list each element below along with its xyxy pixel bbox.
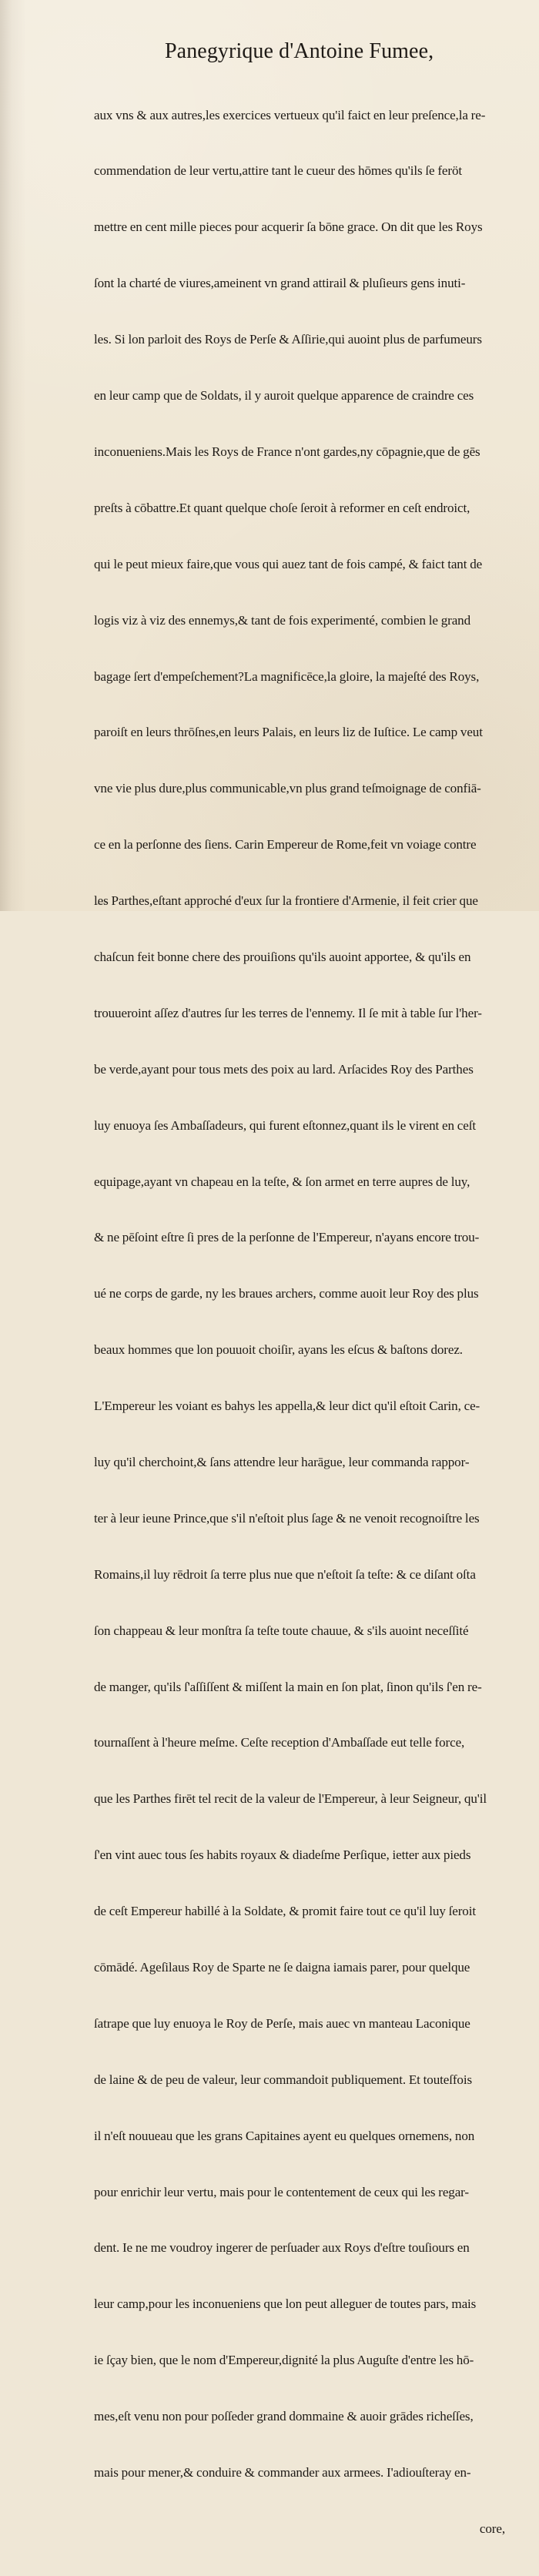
body-line-36: de laine & de peu de valeur, leur commandoit publiquement. Et touteſfois bbox=[94, 2072, 473, 2087]
body-line-43: mais pour mener,& conduire & commander aux armees. I'adiouſteray en- bbox=[94, 2465, 471, 2480]
body-line-35: ſatrape que luy enuoya le Roy de Perſe, mais auec vn manteau Laconique bbox=[94, 2015, 470, 2031]
body-line-11: bagage ſert d'empeſchement?La magnificēce,la gloire, la majeſté des Roys, bbox=[94, 668, 480, 684]
body-line-17: trouueroint aſſez d'autres ſur les terres de l'ennemy. Il ſe mit à table ſur l'her- bbox=[94, 1005, 482, 1020]
body-line-22: ué ne corps de garde, ny les braues archers, comme auoit leur Roy des plus bbox=[94, 1286, 479, 1301]
catchword: core, bbox=[479, 2521, 505, 2536]
body-line-21: & ne pēſoint eſtre ſi pres de la perſonne de l'Empereur, n'ayans encore trou- bbox=[94, 1230, 480, 1245]
body-line-5: les. Si lon parloit des Roys de Perſe & Aſſirie,qui auoint plus de parfumeurs bbox=[94, 332, 482, 347]
body-line-32: ſ'en vint auec tous ſes habits royaux & diadeſme Perſique, ietter aux pieds bbox=[94, 1847, 471, 1863]
body-line-13: vne vie plus dure,plus communicable,vn plus grand teſmoignage de confiā- bbox=[94, 781, 481, 796]
body-line-1: aux vns & aux autres,les exercices vertueux qu'il faict en leur preſence,la re- bbox=[94, 107, 486, 122]
body-line-19: luy enuoya ſes Ambaſſadeurs, qui furent eſtonnez,quant ils le virent en ceſt bbox=[94, 1117, 476, 1133]
body-line-29: de manger, qu'ils ſ'aſſiſſent & miſſent la main en ſon plat, ſinon qu'ils ſ'en re- bbox=[94, 1679, 482, 1694]
body-line-9: qui le peut mieux faire,que vous qui auez tant de fois campé, & faict tant de bbox=[94, 556, 483, 571]
body-line-14: ce en la perſonne des ſiens. Carin Empereur de Rome,feit vn voiage contre bbox=[94, 837, 477, 853]
body-line-23: beaux hommes que lon pouuoit choiſir, ayans les eſcus & baſtons dorez. bbox=[94, 1342, 463, 1358]
body-line-42: mes,eſt venu non pour poſſeder grand dommaine & auoir grādes richeſſes, bbox=[94, 2409, 474, 2424]
body-line-2: commendation de leur vertu,attire tant le cueur des hōmes qu'ils ſe feröt bbox=[94, 163, 463, 179]
body-line-38: pour enrichir leur vertu, mais pour le contentement de ceux qui les regar- bbox=[94, 2184, 469, 2199]
body-line-30: tournaſſent à l'heure meſme. Ceſte reception d'Ambaſſade eut telle force, bbox=[94, 1735, 465, 1750]
body-line-37: il n'eſt nouueau que les grans Capitaines ayent eu quelques ornemens, non bbox=[94, 2128, 475, 2143]
body-line-34: cōmādé. Ageſilaus Roy de Sparte ne ſe daigna iamais parer, pour quelque bbox=[94, 1959, 470, 1975]
body-line-16: chaſcun feit bonne chere des prouiſions qu'ils auoint apportee, & qu'ils en bbox=[94, 949, 471, 964]
body-line-6: en leur camp que de Soldats, il y auroit quelque apparence de craindre ces bbox=[94, 388, 474, 404]
body-line-26: ter à leur ieune Prince,que s'il n'eſtoit plus ſage & ne venoit recognoiſtre les bbox=[94, 1510, 480, 1526]
body-line-8: preſts à cōbattre.Et quant quelque choſe ſeroit à reformer en ceſt endroict, bbox=[94, 500, 470, 515]
body-line-4: ſont la charté de viures,ameinent vn grand attirail & pluſieurs gens inuti- bbox=[94, 276, 466, 291]
body-line-12: paroiſt en leurs thrōſnes,en leurs Palais, en leurs liz de Iuſtice. Le camp veut bbox=[94, 725, 483, 740]
running-title: Panegyrique d'Antoine Fumee, bbox=[165, 39, 434, 63]
body-line-31: que les Parthes firēt tel recit de la valeur de l'Empereur, à leur Seigneur, qu'il bbox=[94, 1791, 487, 1807]
body-line-33: de ceſt Empereur habillé à la Soldate, & promit faire tout ce qu'il luy ſeroit bbox=[94, 1904, 476, 1919]
body-text bbox=[94, 69, 505, 2576]
body-line-3: mettre en cent mille pieces pour acquerir ſa bōne grace. On dit que les Roys bbox=[94, 219, 483, 235]
body-line-7: inconueniens.Mais les Roys de France n'ont gardes,ny cōpagnie,que de gēs bbox=[94, 444, 480, 459]
page-gutter-shadow bbox=[0, 0, 26, 911]
body-line-28: ſon chappeau & leur monſtra ſa teſte toute chauue, & s'ils auoint neceſſité bbox=[94, 1623, 469, 1638]
body-line-10: logis viz à viz des ennemys,& tant de fois experimenté, combien le grand bbox=[94, 612, 471, 628]
body-line-24: L'Empereur les voiant es bahys les appella,& leur dict qu'il eſtoit Carin, ce- bbox=[94, 1399, 480, 1414]
body-line-18: be verde,ayant pour tous mets des poix au lard. Arſacides Roy des Parthes bbox=[94, 1061, 474, 1077]
body-line-39: dent. Ie ne me voudroy ingerer de perſuader aux Roys d'eſtre touſiours en bbox=[94, 2240, 470, 2256]
body-line-20: equipage,ayant vn chapeau en la teſte, & ſon armet en terre aupres de luy, bbox=[94, 1174, 470, 1189]
body-line-40: leur camp,pour les inconueniens que lon peut alleguer de toutes pars, mais bbox=[94, 2296, 477, 2312]
body-line-41: ie ſçay bien, que le nom d'Empereur,dignité la plus Auguſte d'entre les hō- bbox=[94, 2353, 474, 2368]
body-line-15: les Parthes,eſtant approché d'eux ſur la frontiere d'Armenie, il feit crier que bbox=[94, 893, 478, 909]
body-line-25: luy qu'il cherchoint,& ſans attendre leur harāgue, leur commanda rappor- bbox=[94, 1454, 470, 1469]
body-line-27: Romains,il luy rēdroit ſa terre plus nue que n'eſtoit ſa teſte: & ce diſant oſta bbox=[94, 1566, 476, 1582]
